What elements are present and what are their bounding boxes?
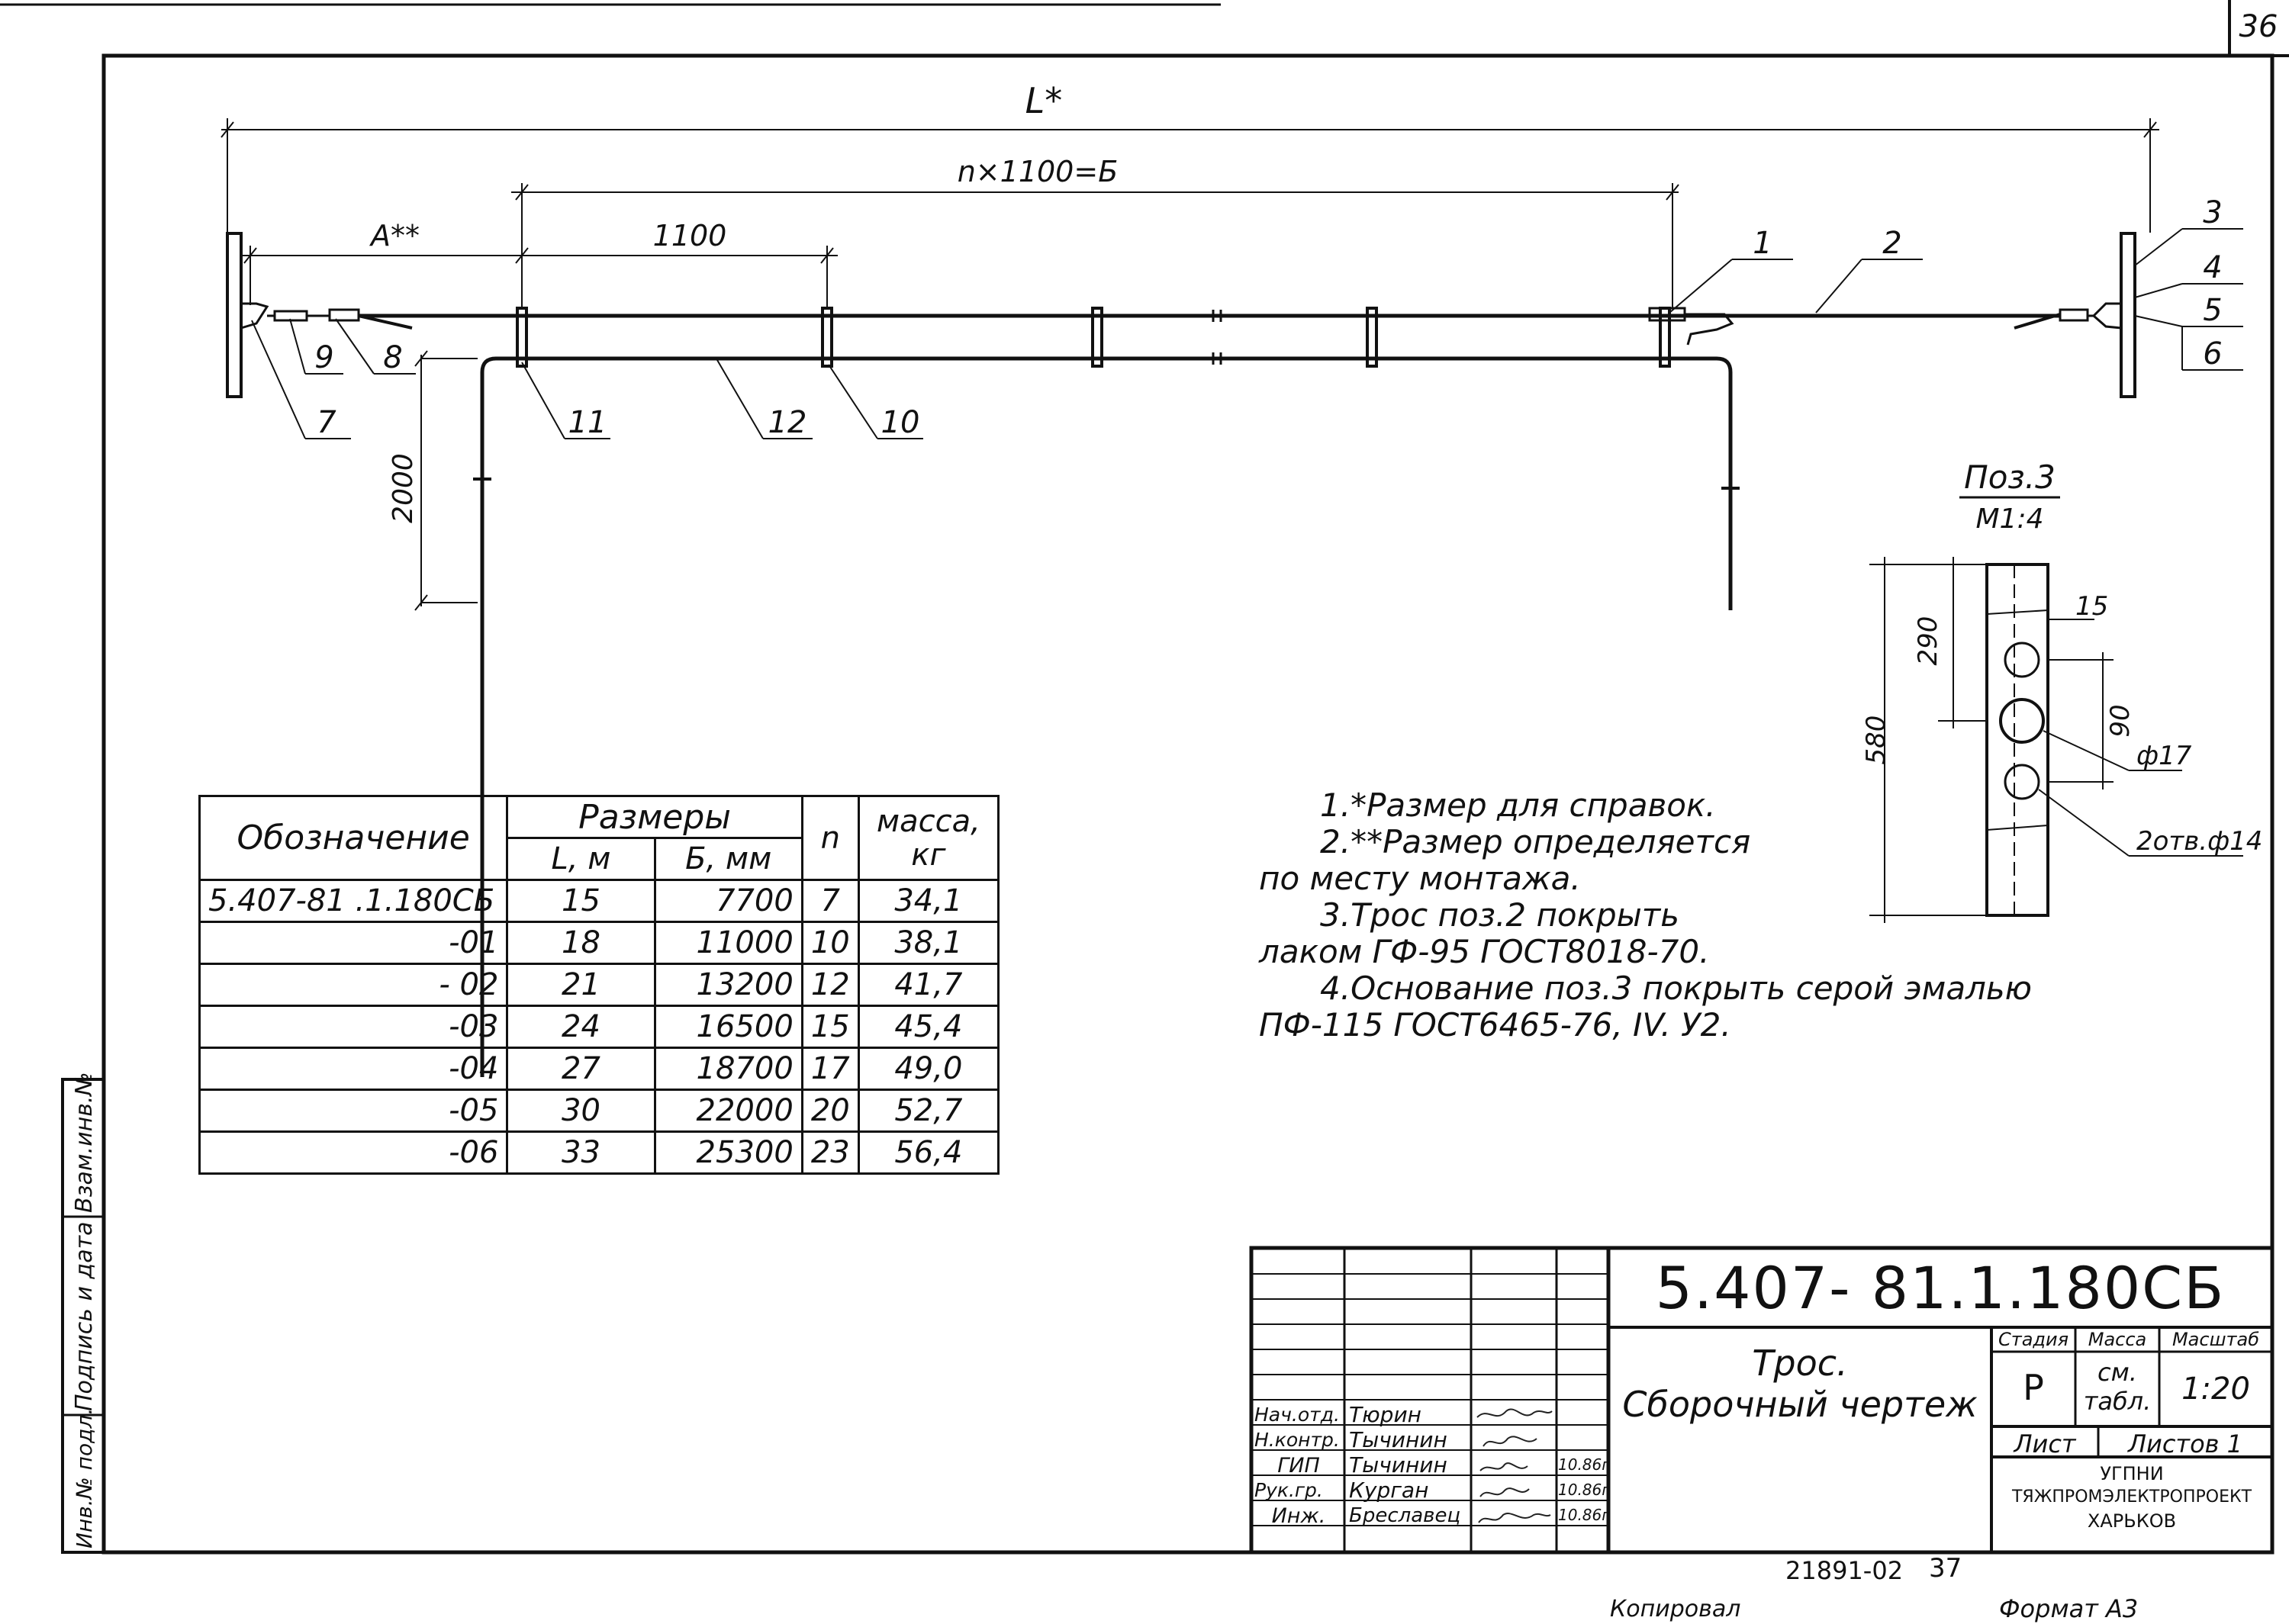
table-row xyxy=(200,964,999,1006)
org-line-3: ХАРЬКОВ xyxy=(2087,1510,2177,1532)
detail-dim-phi17: ф17 xyxy=(2136,741,2192,771)
leader-10: 10 xyxy=(881,405,920,440)
col-B: Б, мм xyxy=(655,838,802,880)
sizes-table xyxy=(198,795,1000,1175)
cell-n: 23 xyxy=(802,1132,858,1174)
cell-mass: 52,7 xyxy=(858,1090,998,1132)
mass-value: см. табл. xyxy=(2083,1358,2152,1416)
cell-code: -03 xyxy=(200,1006,507,1048)
leader-6: 6 xyxy=(2203,336,2223,371)
stamp-inv-original: Инв.№ подл. xyxy=(72,1407,97,1548)
cell-B: 25300 xyxy=(655,1132,802,1174)
sig-role: Нач.отд. xyxy=(1254,1404,1340,1426)
right-turnbuckle xyxy=(2060,310,2088,320)
cell-code: -06 xyxy=(200,1132,507,1174)
note-line: по месту монтажа. xyxy=(1259,860,1581,897)
cell-mass: 56,4 xyxy=(858,1132,998,1174)
cell-n: 7 xyxy=(802,880,858,922)
cell-code: - 02 xyxy=(200,964,507,1006)
col-sizes: Размеры xyxy=(507,796,802,838)
cell-mass: 34,1 xyxy=(858,880,998,922)
cell-code: -01 xyxy=(200,922,507,964)
note-line: лаком ГФ-95 ГОСТ8018-70. xyxy=(1259,933,1710,970)
cell-L: 27 xyxy=(507,1048,655,1090)
right-clamp xyxy=(2094,304,2121,328)
sig-role: Н.контр. xyxy=(1254,1429,1340,1451)
dim-1100-label: 1100 xyxy=(652,219,727,252)
leader-lines xyxy=(252,229,2243,439)
table-row xyxy=(200,1006,999,1048)
cell-n: 20 xyxy=(802,1090,858,1132)
detail-dim-90: 90 xyxy=(2105,704,2136,738)
table-row xyxy=(200,1090,999,1132)
cell-mass: 45,4 xyxy=(858,1006,998,1048)
mass-label: Масса xyxy=(2088,1329,2147,1350)
sig-name: Тычинин xyxy=(1349,1427,1447,1452)
detail-title: Поз.3 xyxy=(1964,458,2056,496)
handwritten-signatures xyxy=(1473,1400,1557,1553)
cell-n: 10 xyxy=(802,922,858,964)
cell-L: 33 xyxy=(507,1132,655,1174)
sheets-label: Листов 1 xyxy=(2127,1429,2243,1458)
cell-B: 16500 xyxy=(655,1006,802,1048)
org-line-1: УГПНИ xyxy=(2100,1463,2164,1484)
cell-code: 5.407-81 .1.180СБ xyxy=(200,880,507,922)
sig-name: Тычинин xyxy=(1349,1452,1447,1478)
detail-scale: М1:4 xyxy=(1975,503,2044,535)
cell-code: -05 xyxy=(200,1090,507,1132)
col-L: L, м xyxy=(507,838,655,880)
detail-dim-15: 15 xyxy=(2075,591,2109,622)
footer-number: 21891-02 xyxy=(1785,1556,1904,1585)
org-line-2: ТЯЖПРОМЭЛЕКТРОПРОЕКТ xyxy=(2011,1487,2252,1507)
leader-4: 4 xyxy=(2203,250,2223,285)
cell-code: -04 xyxy=(200,1048,507,1090)
drawing-title-1: Трос. xyxy=(1752,1343,1848,1384)
dim-L-label: L* xyxy=(1025,80,1063,121)
leader-11: 11 xyxy=(568,405,607,440)
detail-holes: 2отв.ф14 xyxy=(2136,826,2263,857)
leader-5: 5 xyxy=(2203,293,2223,328)
scale-label: Масштаб xyxy=(2171,1329,2260,1350)
dim-A-label: A** xyxy=(371,219,420,252)
sig-role: Инж. xyxy=(1271,1504,1326,1528)
leader-9: 9 xyxy=(314,340,334,375)
table-row xyxy=(200,1132,999,1174)
detail-hole-center xyxy=(2001,699,2043,742)
sheet-number: 36 xyxy=(2239,9,2278,44)
cell-B: 18700 xyxy=(655,1048,802,1090)
note-line: ПФ-115 ГОСТ6465-76, IV. У2. xyxy=(1259,1006,1731,1044)
right-end-plate xyxy=(2121,233,2135,397)
note-line: 3.Трос поз.2 покрыть xyxy=(1320,896,1680,934)
dim-2000-label: 2000 xyxy=(388,453,419,523)
scale-value: 1:20 xyxy=(2181,1372,2250,1407)
sig-date: 10.86г xyxy=(1558,1481,1610,1499)
sig-name: Курган xyxy=(1349,1478,1429,1503)
cell-L: 30 xyxy=(507,1090,655,1132)
sig-role: Рук.гр. xyxy=(1254,1479,1323,1501)
leader-3: 3 xyxy=(2203,195,2223,230)
stage-label: Стадия xyxy=(1998,1329,2069,1350)
cell-B: 11000 xyxy=(655,922,802,964)
cell-L: 18 xyxy=(507,922,655,964)
detail-dim-290: 290 xyxy=(1913,616,1943,666)
detail-dim-580: 580 xyxy=(1861,715,1891,765)
cell-B: 22000 xyxy=(655,1090,802,1132)
table-row xyxy=(200,1048,999,1090)
cell-n: 12 xyxy=(802,964,858,1006)
left-end-plate xyxy=(227,233,241,397)
stamp-replace-inv: Взам.инв.№ xyxy=(71,1072,98,1213)
sheet-label: Лист xyxy=(2014,1429,2076,1458)
leader-2: 2 xyxy=(1882,226,1902,261)
cell-mass: 41,7 xyxy=(858,964,998,1006)
sig-name: Тюрин xyxy=(1349,1402,1421,1427)
col-mass: масса, кг xyxy=(858,796,998,880)
notes-block xyxy=(1259,787,2032,1044)
dim-nB-label: n×1100=Б xyxy=(957,155,1119,188)
cell-B: 13200 xyxy=(655,964,802,1006)
cell-L: 24 xyxy=(507,1006,655,1048)
leader-12: 12 xyxy=(768,405,807,440)
cell-n: 15 xyxy=(802,1006,858,1048)
footer-page: 37 xyxy=(1929,1553,1962,1584)
detail-hole-1 xyxy=(2005,643,2039,677)
sig-name: Бреславец xyxy=(1349,1504,1461,1527)
note-line: 2.**Размер определяется xyxy=(1320,823,1751,860)
drawing-title-2: Сборочный чертеж xyxy=(1622,1384,1978,1425)
table-row xyxy=(200,922,999,964)
left-turnbuckle xyxy=(330,310,359,320)
footer-format: Формат А3 xyxy=(1999,1594,2139,1623)
stage-value: Р xyxy=(2023,1367,2044,1408)
table-row xyxy=(200,880,999,922)
leader-1: 1 xyxy=(1753,226,1772,261)
note-line: 1.*Размер для справок. xyxy=(1320,786,1716,824)
drawing-code: 5.407- 81.1.180СБ xyxy=(1655,1254,2226,1322)
cell-L: 15 xyxy=(507,880,655,922)
leader-7: 7 xyxy=(317,405,336,440)
sig-date: 10.86г xyxy=(1558,1506,1610,1524)
col-n: n xyxy=(802,796,858,880)
dimension-lines xyxy=(221,118,2159,610)
cell-mass: 38,1 xyxy=(858,922,998,964)
cell-n: 17 xyxy=(802,1048,858,1090)
sig-role: ГИП xyxy=(1277,1454,1320,1478)
col-designation: Обозначение xyxy=(200,796,507,880)
sig-date: 10.86г xyxy=(1558,1455,1610,1474)
leader-8: 8 xyxy=(383,340,403,375)
cell-B: 7700 xyxy=(655,880,802,922)
cell-L: 21 xyxy=(507,964,655,1006)
note-line: 4.Основание поз.3 покрыть серой эмалью xyxy=(1320,970,2033,1007)
cell-mass: 49,0 xyxy=(858,1048,998,1090)
footer-copied: Копировал xyxy=(1610,1596,1741,1622)
stamp-signature-date: Подпись и дата xyxy=(71,1221,98,1411)
